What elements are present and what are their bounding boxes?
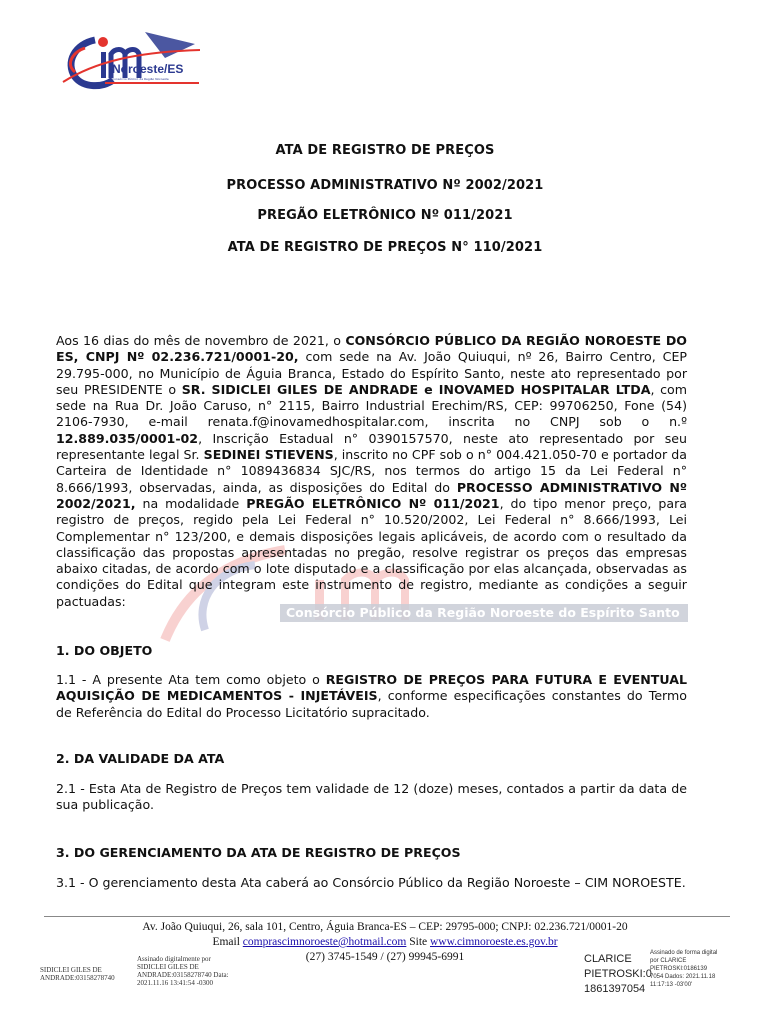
- intro-text-5: , inscrito no CPF sob o n° 004.421.050-70 e portador da Carteira de Identidade n° 1089436834 SJC/RS, nos termos do artigo 15 da Lei Federal n° 8.666/1993, observadas, ainda, as disposições do Edital do: [56, 447, 687, 495]
- intro-bold-2: SR. SIDICLEI GILES DE ANDRADE e INOVAMED HOSPITALAR LTDA: [181, 381, 651, 397]
- left-signature-name: SIDICLEI GILES DE ANDRADE:03158278740: [40, 966, 115, 982]
- section-1-title: 1. DO OBJETO: [56, 643, 153, 658]
- footer-contact: [0, 936, 770, 948]
- watermark-text: Consórcio Público da Região Noroeste do Espírito Santo: [286, 605, 680, 620]
- intro-text-3: , com sede na Rua Dr. João Caruso, n° 2115, Bairro Industrial Erechim/RS, CEP: 99706250, Fone (54) 2106-7930, e-mail renata.f@inovamedhospitalar.com, inscrita no CNPJ sob o n.º: [56, 381, 688, 430]
- section-3-title: 3. DO GERENCIAMENTO DA ATA DE REGISTRO DE PREÇOS: [56, 845, 461, 860]
- intro-text-7: , do tipo menor preço, para registro de preços, regido pela Lei Federal n° 10.520/2002, Lei Federal n° 8.666/1993, Lei Complementar n° 123/200, e demais disposições legais aplicáveis, de acordo com o resultado da classificação das propostas apresentadas no pregão, resolve registrar os preços das empresas abaixo citadas, de acordo com o lote disputado e a classificação por elas alcançada, observadas as condições do Edital que integram este instrumento de registro, mediante as condições a seguir pactuadas:: [56, 495, 687, 609]
- logo-subtext: Consórcio Público da Região Noroeste: [112, 77, 169, 81]
- intro-bold-3: 12.889.035/0001-02: [56, 430, 199, 446]
- section-2-title: 2. DA VALIDADE DA ATA: [56, 751, 225, 766]
- intro-bold-4: SEDINEI STIEVENS: [203, 447, 334, 463]
- footer-site-link[interactable]: www.cimnoroeste.es.gov.br: [430, 936, 558, 948]
- footer-address: Av. João Quiuqui, 26, sala 101, Centro, Águia Branca-ES – CEP: 29795-000; CNPJ: 02.236.721/0001-20: [142, 921, 628, 933]
- cim-logo-graphic: [55, 22, 205, 92]
- process-number: PROCESSO ADMINISTRATIVO Nº 2002/2021: [226, 178, 544, 193]
- footer-site-label: Site: [406, 936, 430, 948]
- section-3-paragraph: 3.1 - O gerenciamento desta Ata caberá ao Consórcio Público da Região Noroeste – CIM NOROESTE.: [56, 875, 686, 890]
- left-signature-details: Assinado digitalmente por SIDICLEI GILES DE ANDRADE:03158278740 Data: 2021.11.16 13:41:54 -0300: [137, 955, 229, 987]
- section-1-text-2: , conforme especificações constantes do Termo de Referência do Edital do Processo Licitatório supracitado.: [56, 688, 687, 720]
- auction-number: PREGÃO ELETRÔNICO Nº 011/2021: [257, 208, 513, 223]
- logo-text: Noroeste/ES: [112, 62, 184, 76]
- intro-text-4: , Inscrição Estadual n° 0390157570, neste ato representado por seu representante legal Sr.: [56, 430, 687, 463]
- intro-text-6: na modalidade: [135, 495, 247, 511]
- right-signature-name: CLARICE PIETROSKI:0 1861397054: [584, 953, 652, 995]
- footer-phones: (27) 3745-1549 / (27) 99945-6991: [305, 951, 465, 963]
- section-1-paragraph: [56, 672, 687, 721]
- ata-number: ATA DE REGISTRO DE PREÇOS N° 110/2021: [227, 240, 543, 255]
- section-1-bold-1: REGISTRO DE PREÇOS PARA FUTURA E EVENTUAL AQUISIÇÃO DE MEDICAMENTOS - INJETÁVEIS: [56, 672, 687, 704]
- footer-divider: [44, 916, 730, 917]
- footer-email-link[interactable]: comprascimnoroeste@hotmail.com: [242, 936, 407, 948]
- cim-logo: [55, 22, 205, 92]
- intro-text-2: com sede na Av. João Quiuqui, nº 26, Bairro Centro, CEP 29.795-000, no Município de Águia Branca, Estado do Espírito Santo, neste ato representado por seu PRESIDENTE o: [56, 349, 687, 397]
- intro-paragraph: [56, 333, 687, 610]
- intro-bold-6: PREGÃO ELETRÔNICO Nº 011/2021: [246, 495, 500, 511]
- intro-bold-1: CONSÓRCIO PÚBLICO DA REGIÃO NOROESTE DO ES, CNPJ Nº 02.236.721/0001-20,: [56, 333, 687, 365]
- footer-email-label: Email: [212, 936, 243, 948]
- intro-bold-5: PROCESSO ADMINISTRATIVO Nº 2002/2021,: [56, 479, 687, 511]
- section-2-paragraph: 2.1 - Esta Ata de Registro de Preços tem validade de 12 (doze) meses, contados a partir da data de sua publicação.: [56, 781, 687, 813]
- doc-title: ATA DE REGISTRO DE PREÇOS: [275, 143, 495, 158]
- right-signature-details: Assinado de forma digital por CLARICE PIETROSKI:0186139 7054 Dados: 2021.11.18 11:17:13 -03'00': [650, 950, 718, 988]
- intro-text-1: Aos 16 dias do mês de novembro de 2021, o: [56, 333, 346, 348]
- section-1-text-1: 1.1 - A presente Ata tem como objeto o: [56, 672, 326, 687]
